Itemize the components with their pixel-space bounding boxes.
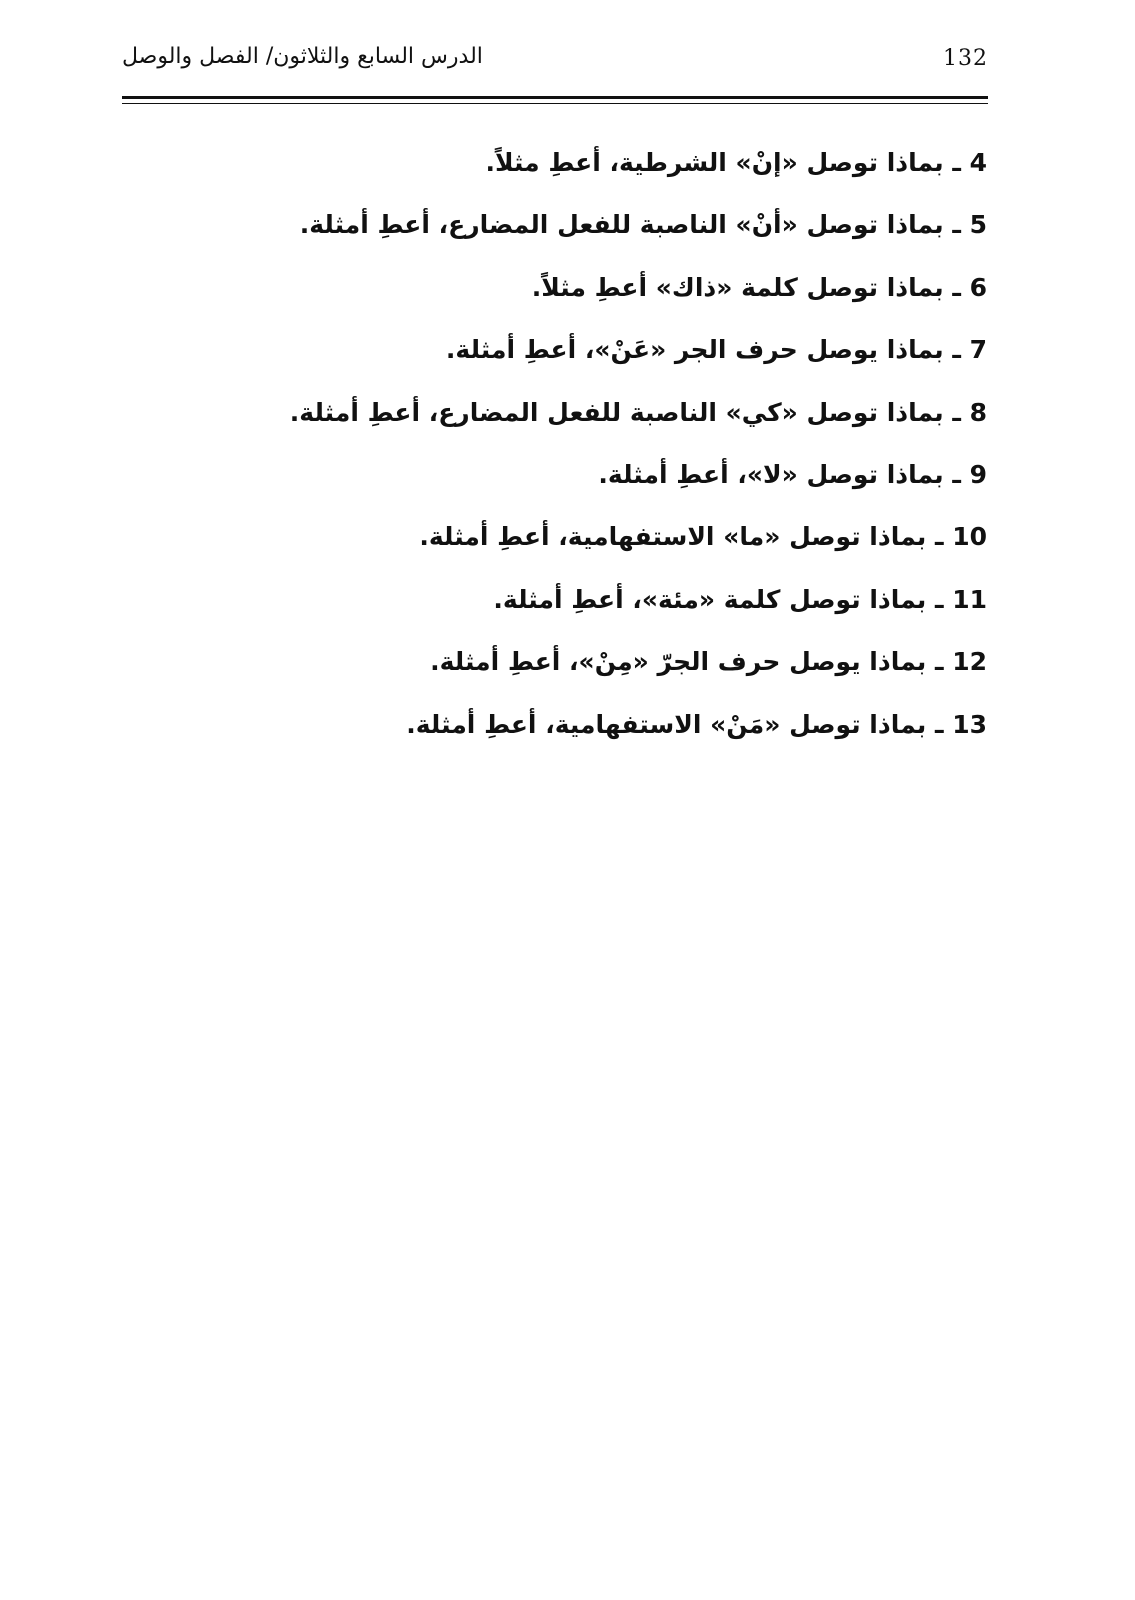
question-item: 12 ـ بماذا يوصل حرف الجرّ «مِنْ»، أعطِ أمثلة. [430,647,987,677]
page-number: 132 [943,46,988,71]
question-item: 9 ـ بماذا توصل «لا»، أعطِ أمثلة. [598,459,987,489]
question-item: 7 ـ بماذا يوصل حرف الجر «عَنْ»، أعطِ أمثلة. [445,335,987,365]
question-item: 4 ـ بماذا توصل «إنْ» الشرطية، أعطِ مثلاً. [485,148,987,177]
question-item: 6 ـ بماذا توصل كلمة «ذاك» أعطِ مثلاً. [531,272,987,302]
running-title: الدرس السابع والثلاثون/ الفصل والوصل [122,44,483,69]
header-divider [122,96,988,107]
page-header [122,40,988,80]
question-item: 13 ـ بماذا توصل «مَنْ» الاستفهامية، أعطِ أمثلة. [406,709,987,739]
question-item: 10 ـ بماذا توصل «ما» الاستفهامية، أعطِ أمثلة. [419,522,987,552]
question-item: 8 ـ بماذا توصل «كي» الناصبة للفعل المضارع، أعطِ أمثلة. [289,397,987,427]
question-item: 11 ـ بماذا توصل كلمة «مئة»، أعطِ أمثلة. [493,584,987,614]
question-list [227,138,987,762]
question-item: 5 ـ بماذا توصل «أنْ» الناصبة للفعل المضارع، أعطِ أمثلة. [299,210,987,240]
